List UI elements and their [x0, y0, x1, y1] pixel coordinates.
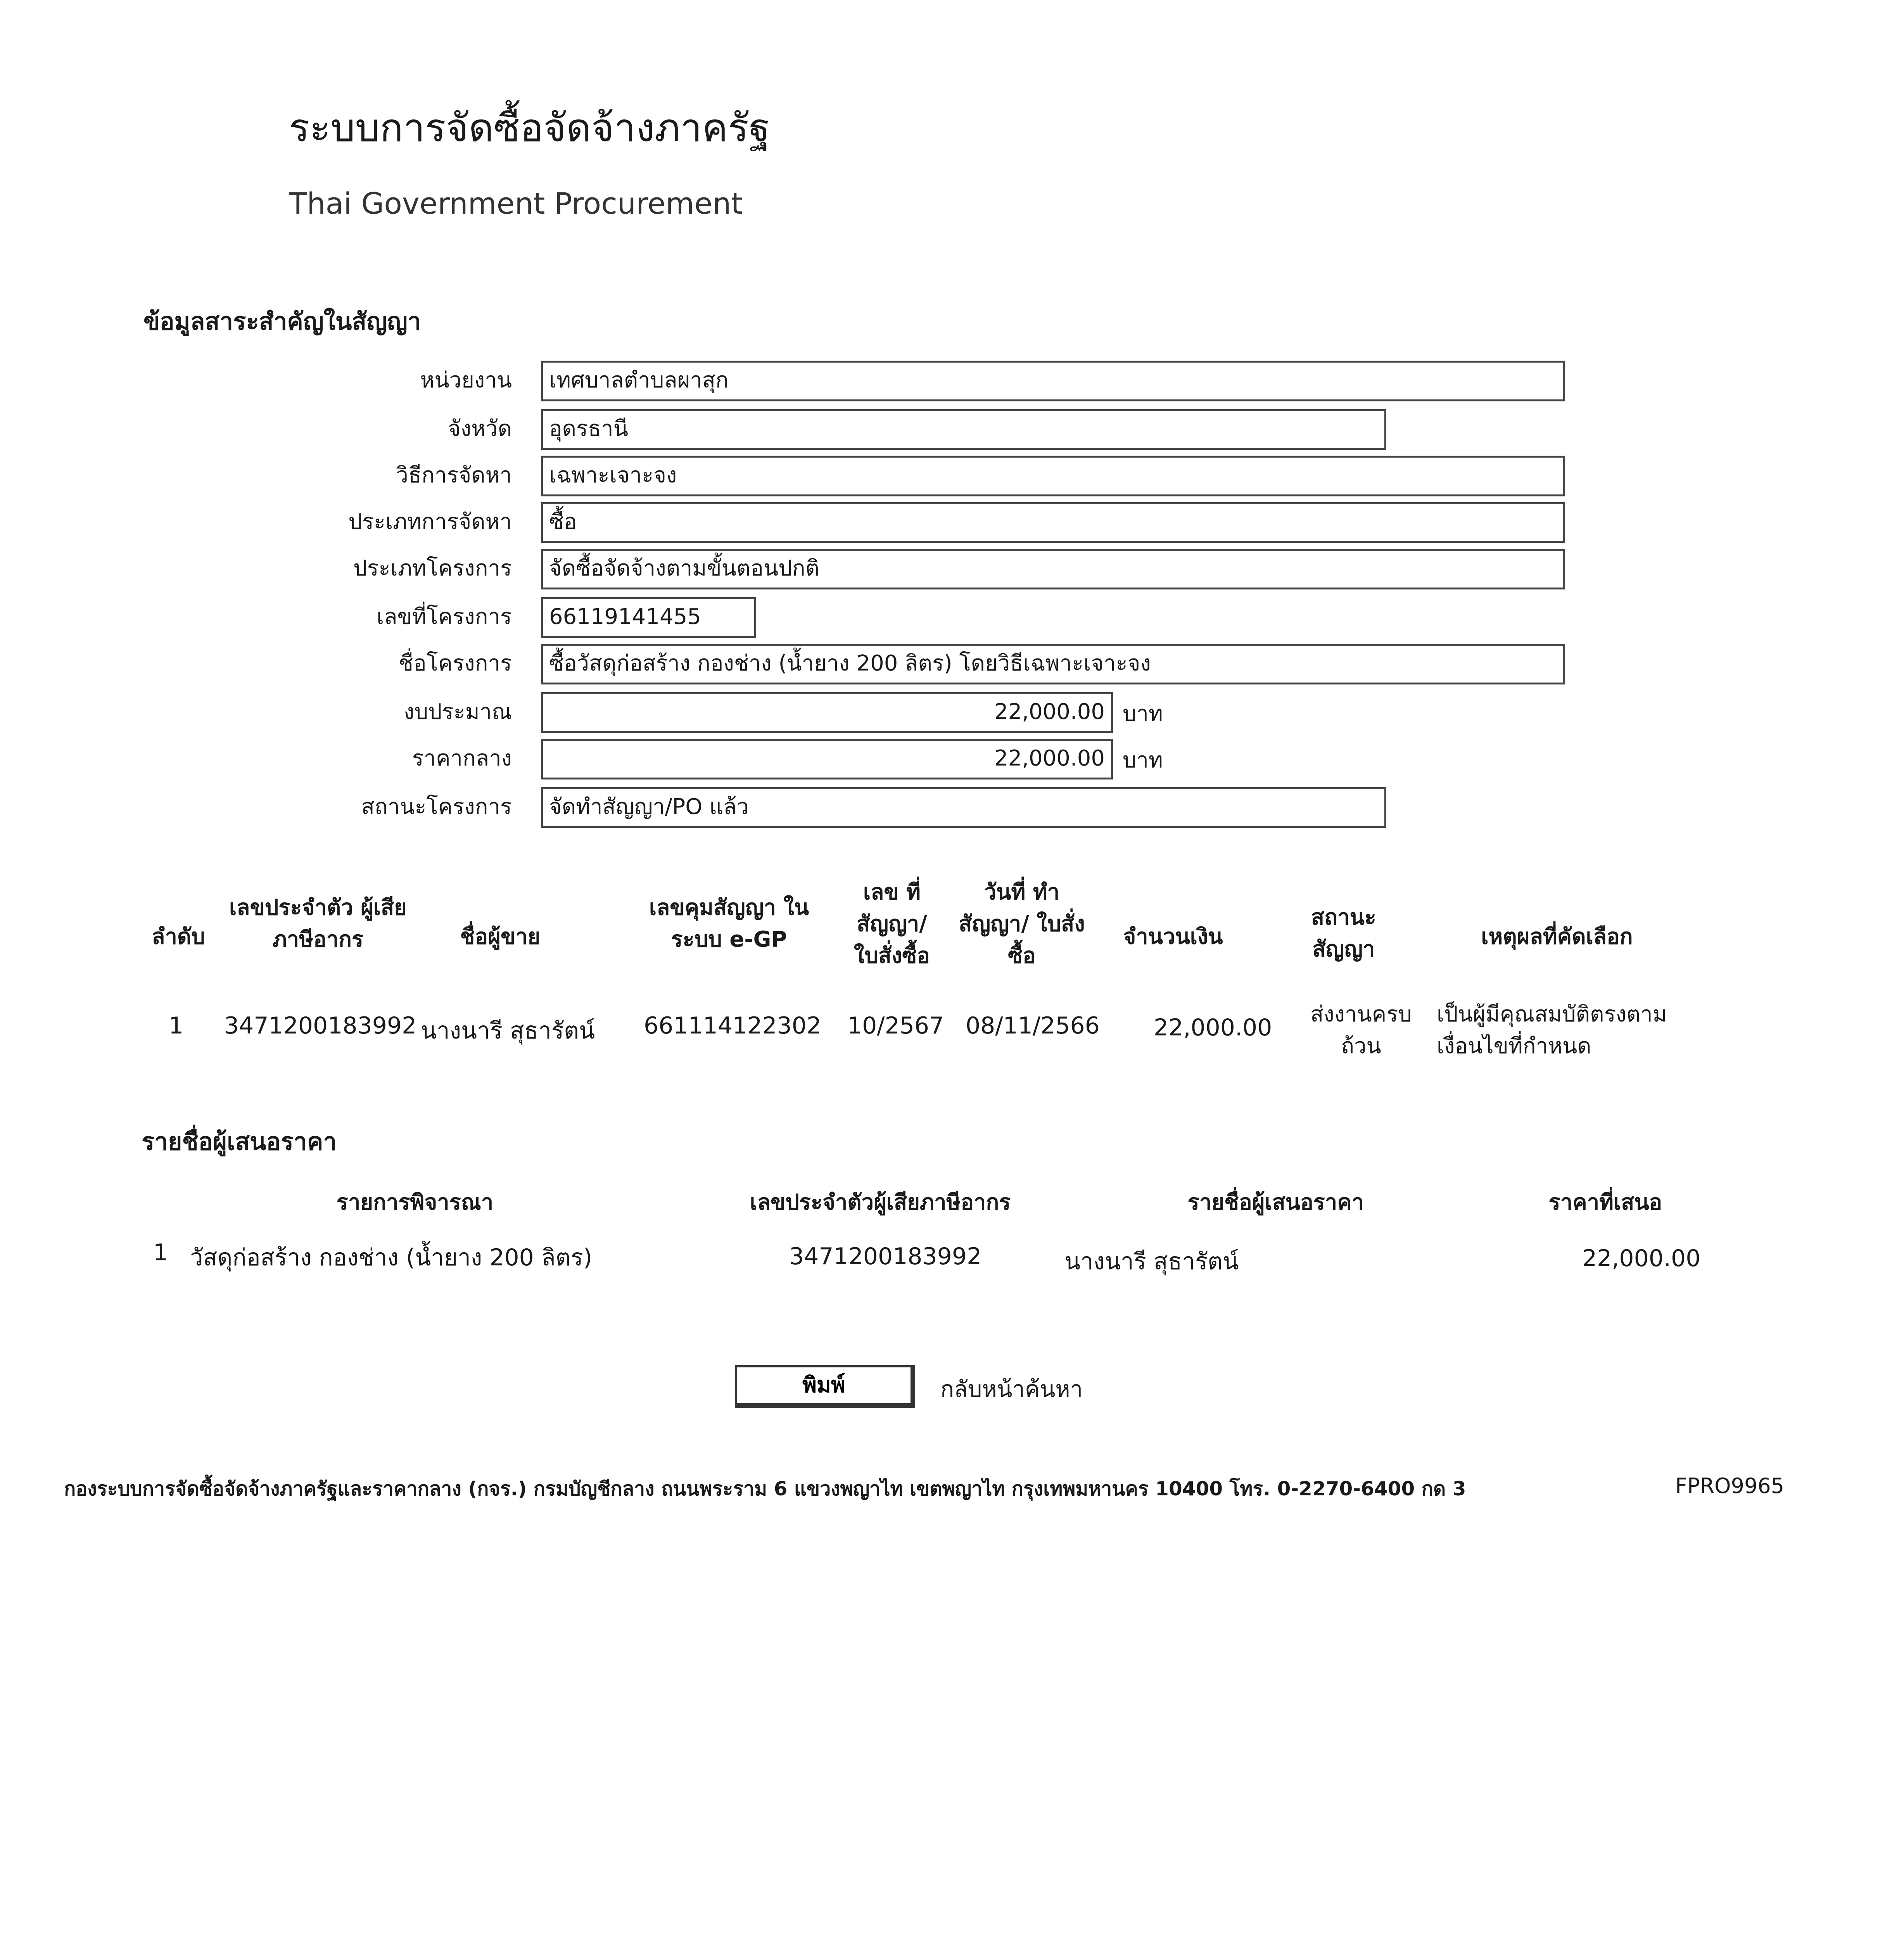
field-label-project-type: ประเภทโครงการ — [353, 556, 512, 581]
field-value-method: เฉพาะเจาะจง — [541, 456, 1565, 496]
field-value-province: อุดรธานี — [541, 409, 1386, 450]
cell-seller: นางนารี สุธารัตน์ — [421, 1017, 595, 1044]
field-value-project-type: จัดซื้อจัดจ้างตามขั้นตอนปกติ — [541, 549, 1565, 589]
section-heading-contract-info: ข้อมูลสาระสำคัญในสัญญา — [143, 307, 421, 335]
th-item: รายการพิจารณา — [336, 1190, 494, 1215]
cell-status: ส่งงานครบ ถ้วน — [1310, 1002, 1412, 1059]
th-seq: ลำดับ — [152, 924, 205, 949]
field-value-median-price: 22,000.00 — [541, 739, 1113, 779]
field-label-method: วิธีการจัดหา — [396, 463, 512, 488]
th-seller: ชื่อผู้ขาย — [460, 924, 541, 949]
field-value-project-number: 66119141455 — [541, 597, 756, 638]
cell-tax-id: 3471200183992 — [224, 1012, 417, 1039]
th-offered-price: ราคาที่เสนอ — [1548, 1190, 1662, 1215]
field-label-province: จังหวัด — [448, 416, 512, 441]
cell-bidder-tax-id: 3471200183992 — [789, 1243, 982, 1270]
cell-control-no: 661114122302 — [644, 1012, 822, 1039]
cell-reason: เป็นผู้มีคุณสมบัติตรงตาม เงื่อนไขที่กำหนด — [1437, 1002, 1667, 1059]
field-label-agency: หน่วยงาน — [420, 368, 512, 393]
th-bidder-name: รายชื่อผู้เสนอราคา — [1187, 1190, 1364, 1215]
field-value-procurement-type: ซื้อ — [541, 502, 1565, 543]
page-code: FPRO9965 — [1675, 1474, 1785, 1498]
th-reason: เหตุผลที่คัดเลือก — [1481, 924, 1633, 949]
cell-amount: 22,000.00 — [1154, 1014, 1272, 1041]
th-bidder-tax-id: เลขประจำตัวผู้เสียภาษีอากร — [750, 1190, 1011, 1215]
field-value-project-name: ซื้อวัสดุก่อสร้าง กองช่าง (น้ำยาง 200 ลิตร) โดยวิธีเฉพาะเจาะจง — [541, 644, 1565, 684]
cell-seq: 1 — [169, 1012, 184, 1039]
cell-contract-date: 08/11/2566 — [966, 1012, 1100, 1039]
field-value-budget: 22,000.00 — [541, 692, 1113, 733]
cell-contract-no: 10/2567 — [847, 1012, 944, 1039]
cell-bidder-item: วัสดุก่อสร้าง กองช่าง (น้ำยาง 200 ลิตร) — [190, 1244, 593, 1271]
page-title: ระบบการจัดซื้อจัดจ้างภาครัฐ — [289, 105, 771, 150]
th-control-no: เลขคุมสัญญา ในระบบ e-GP — [649, 895, 809, 952]
field-label-project-number: เลขที่โครงการ — [376, 604, 512, 629]
th-contract-date: วันที่ ทำสัญญา/ ใบสั่งซื้อ — [959, 880, 1085, 968]
field-label-budget: งบประมาณ — [404, 699, 512, 724]
cell-bidder-price: 22,000.00 — [1582, 1245, 1701, 1272]
median-price-unit: บาท — [1123, 748, 1163, 773]
footer-text: กองระบบการจัดซื้อจัดจ้างภาครัฐและราคากลาง (กจร.) กรมบัญชีกลาง ถนนพระราม 6 แขวงพญาไท เขตพญาไท กรุงเทพมหานคร 10400 โทร. 0-2270-6400 กด 3 — [64, 1478, 1466, 1500]
field-label-procurement-type: ประเภทการจัดหา — [348, 509, 512, 534]
th-status: สถานะ สัญญา — [1311, 905, 1376, 962]
page-subtitle: Thai Government Procurement — [289, 186, 743, 221]
th-amount: จำนวนเงิน — [1123, 924, 1223, 949]
th-contract-no: เลข ที่สัญญา/ ใบสั่งซื้อ — [854, 880, 930, 968]
field-value-agency: เทศบาลตำบลผาสุก — [541, 361, 1565, 401]
back-to-search-link[interactable]: กลับหน้าค้นหา — [940, 1376, 1083, 1402]
cell-bidder-seq: 1 — [153, 1239, 168, 1266]
field-value-project-status: จัดทำสัญญา/PO แล้ว — [541, 787, 1386, 828]
field-label-project-name: ชื่อโครงการ — [398, 651, 512, 676]
th-tax-id: เลขประจำตัว ผู้เสียภาษีอากร — [229, 895, 407, 952]
field-label-median-price: ราคากลาง — [412, 746, 512, 771]
print-button[interactable]: พิมพ์ — [735, 1365, 915, 1408]
field-label-project-status: สถานะโครงการ — [361, 794, 512, 819]
section-heading-bidders: รายชื่อผู้เสนอราคา — [142, 1127, 337, 1156]
budget-unit: บาท — [1123, 701, 1163, 726]
cell-bidder-name: นางนารี สุธารัตน์ — [1064, 1248, 1239, 1275]
